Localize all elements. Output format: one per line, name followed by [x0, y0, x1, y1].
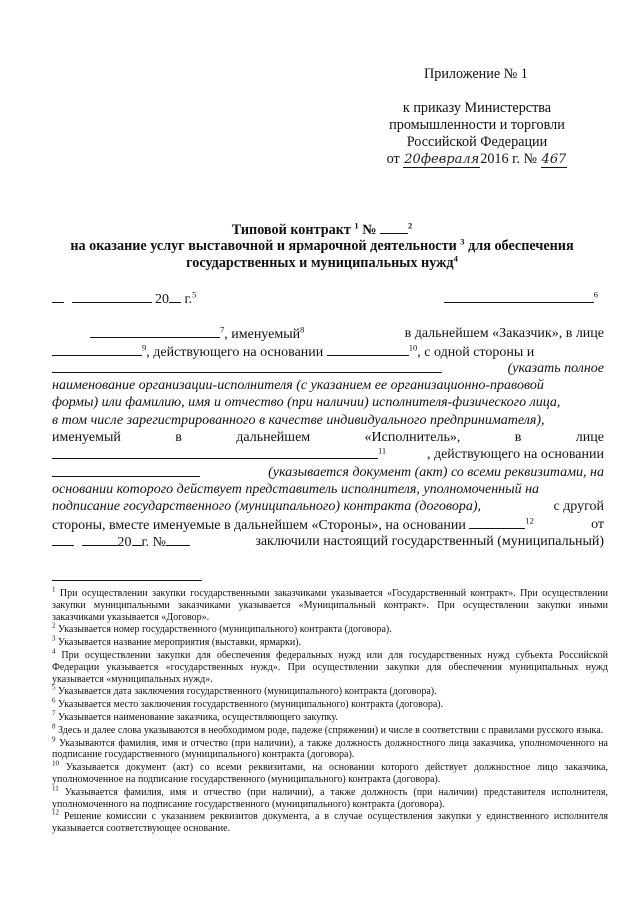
footnote-number: 3 [52, 634, 56, 643]
body-line [52, 533, 604, 550]
appendix-line: к приказу Министерства [402, 100, 552, 116]
body-text: в дальнейшем «Заказчик», в лице [404, 326, 604, 342]
body-line [52, 516, 604, 533]
footnotes [52, 585, 608, 836]
body-text: лице [575, 430, 604, 446]
footnote-text: При осуществлении закупки государственными заказчиками указывается «Государственный контракт». При осуществлении закупки муниципальными заказчиками указывается «Муниципальный контракт». При осуществлении закупки иными заказчиками указывается «Договор». [52, 588, 608, 623]
body-line [52, 325, 604, 342]
footnote-number: 11 [52, 784, 59, 793]
appendix-line: Российской Федерации [406, 134, 548, 150]
body-line [52, 429, 604, 446]
footnote-text: Указывается название мероприятия (выставки, ярмарки). [55, 637, 302, 649]
footnote-item [52, 624, 608, 636]
body-text: , с одной стороны и [417, 344, 535, 360]
footnote-item [52, 647, 608, 685]
blank-line [52, 343, 142, 356]
handwritten-date: 20февраля [404, 152, 480, 167]
body-text: заключили настоящий государственный (муниципальный) [255, 533, 604, 549]
footnote-ref: 8 [300, 324, 305, 335]
blank-line [52, 533, 74, 546]
body-line: основании которого действует представитель исполнителя, уполномоченный на [52, 481, 540, 497]
date-place-row [52, 290, 604, 307]
footnote-item [52, 811, 608, 835]
footnote-item [52, 735, 608, 762]
footnote-text: При осуществлении закупки для обеспечения федеральных нужд или для государственных нужд субъекта Российской Федерации указывается «государственных нужд». При осуществлении закупки для обеспечения муниципальных нужд указывается «муниципальных нужд». [52, 649, 608, 685]
footnote-text: Указывается документ (акт) со всеми реквизитами, на основании которого действует должностное лицо заказчика, уполномоченное на подписание государственного (муниципального) контракта (договора). [52, 762, 608, 785]
footnote-ref: 11 [378, 445, 387, 456]
blank-line [52, 446, 378, 459]
footnote-ref: 4 [453, 253, 458, 264]
body-text: именуемый [52, 430, 121, 446]
order-date-line [372, 151, 582, 168]
footnote-ref: 7 [220, 324, 225, 335]
year-suffix: г. [184, 292, 193, 307]
handwritten-number: 467 [541, 152, 567, 167]
body-line: формы) или фамилию, имя и отчество (при наличии) исполнителя-физического лица, [52, 395, 561, 411]
footnote-item [52, 784, 608, 811]
blank-line [52, 290, 64, 303]
footnote-number: 7 [52, 709, 56, 718]
blank-line [132, 533, 142, 546]
place-field [444, 290, 598, 308]
body-line [52, 343, 604, 360]
date-year: 2016 г. № [480, 151, 537, 167]
footnote-text: Указывается фамилия, имя и отчество (при наличии), а также должность (при наличии) представителя исполнителя, уполномоченного на подписание государственного (муниципального) контракта (договора). [52, 786, 608, 810]
contract-subtitle [32, 238, 612, 255]
blank-line [327, 343, 409, 356]
blank-line [72, 290, 152, 303]
blank-line [169, 290, 181, 303]
footnote-number: 12 [52, 809, 59, 818]
footnote-item [52, 686, 608, 698]
body-text: дальнейшем [236, 430, 311, 446]
body-text: 20 [117, 534, 132, 550]
footnote-number: 4 [52, 647, 56, 656]
footnote-item [52, 759, 608, 786]
footnote-item [52, 634, 608, 649]
contract-title [32, 221, 612, 239]
footnote-ref: 10 [408, 341, 418, 352]
footnote-number: 5 [52, 684, 56, 693]
footnote-text: Указываются фамилия, имя и отчество (при наличии), а также должность должностного лица заказчика, уполномоченного на подписание государственного (муниципального) контракта (договора). [52, 737, 608, 761]
blank-line [90, 325, 220, 338]
footnote-number: 6 [52, 696, 56, 705]
contract-subtitle [32, 255, 612, 272]
appendix-number: Приложение № 1 [424, 66, 528, 82]
footnote-ref: 12 [525, 514, 534, 525]
body-text: подписание государственного (муниципального) контракта (договора), [52, 499, 481, 515]
footnote-text: Указывается наименование заказчика, осуществляющего закупку. [55, 711, 338, 723]
number-sign: № [362, 222, 377, 238]
footnote-number: 10 [52, 759, 59, 768]
footnote-ref: 3 [460, 236, 465, 247]
blank-line [52, 464, 200, 477]
body-text: в [514, 430, 522, 446]
body-line: в том числе зарегистрированного в качестве индивидуального предпринимателя), [52, 412, 545, 428]
footnote-number: 2 [52, 622, 56, 631]
body-text: стороны, вместе именуемые в дальнейшем «Стороны», на основании [52, 517, 466, 533]
body-line [52, 464, 604, 481]
footnote-text: Указывается дата заключения государственного (муниципального) контракта (договора). [55, 686, 437, 698]
footnote-text: Указывается номер государственного (муниципального) контракта (договора). [55, 624, 392, 636]
blank-line [82, 533, 118, 546]
footnote-text: Здесь и далее слова указываются в необходимом роде, падеже (спряжении) и числе в соответствии с правилами русского языка. [55, 724, 604, 736]
footnote-ref: 6 [593, 289, 598, 300]
footnote-item [52, 696, 608, 711]
contract-body [52, 290, 604, 550]
body-text: , действующего на основании [146, 344, 324, 360]
appendix-header [372, 66, 582, 168]
body-line [52, 446, 604, 463]
body-text: в [175, 430, 182, 446]
blank-line [166, 533, 190, 546]
footnote-ref: 9 [142, 341, 147, 352]
blank-line [469, 516, 525, 529]
footnote-ref: 2 [408, 220, 413, 231]
body-text: с другой [553, 499, 604, 515]
body-text: (указывается документ (акт) со всеми реквизитами, на [268, 464, 604, 480]
blank-line [444, 290, 594, 303]
footnote-text: Указывается место заключения государственного (муниципального) контракта (договора). [55, 699, 444, 711]
year-prefix: 20 [155, 292, 169, 307]
title-text: на оказание услуг выставочной и ярмарочной деятельности [70, 238, 457, 254]
body-text: г. № [141, 534, 167, 550]
footnote-number: 8 [52, 722, 56, 731]
body-line: наименование организации-исполнителя (с указанием ее организационно-правовой [52, 378, 544, 394]
body-text: (указать полное [507, 360, 604, 376]
title-text: Типовой контракт [231, 222, 351, 238]
body-line [52, 360, 604, 377]
body-text: , действующего на основании [426, 447, 604, 463]
footnote-separator [52, 580, 202, 581]
footnote-number: 1 [52, 585, 56, 594]
body-text: «Исполнитель», [364, 430, 461, 446]
title-text: для обеспечения [468, 238, 574, 254]
footnote-item [52, 722, 608, 737]
body-line [52, 498, 604, 515]
footnote-item [52, 709, 608, 724]
footnote-ref: 1 [354, 220, 359, 231]
footnote-ref: 5 [192, 289, 197, 300]
body-text: от [591, 516, 604, 532]
blank-line [380, 221, 408, 234]
footnote-number: 9 [52, 735, 56, 744]
appendix-line: промышленности и торговли [389, 117, 565, 133]
date-prefix: от [386, 151, 400, 167]
spread-line [52, 429, 604, 446]
title-text: государственных и муниципальных нужд [186, 255, 454, 271]
blank-line [52, 360, 442, 373]
footnote-text: Решение комиссии с указанием реквизитов документа, а в случае осуществления закупки у единственного исполнителя указывается соответствующее основание. [52, 811, 608, 835]
footnote-item [52, 585, 608, 623]
body-text: , именуемый [224, 327, 301, 343]
